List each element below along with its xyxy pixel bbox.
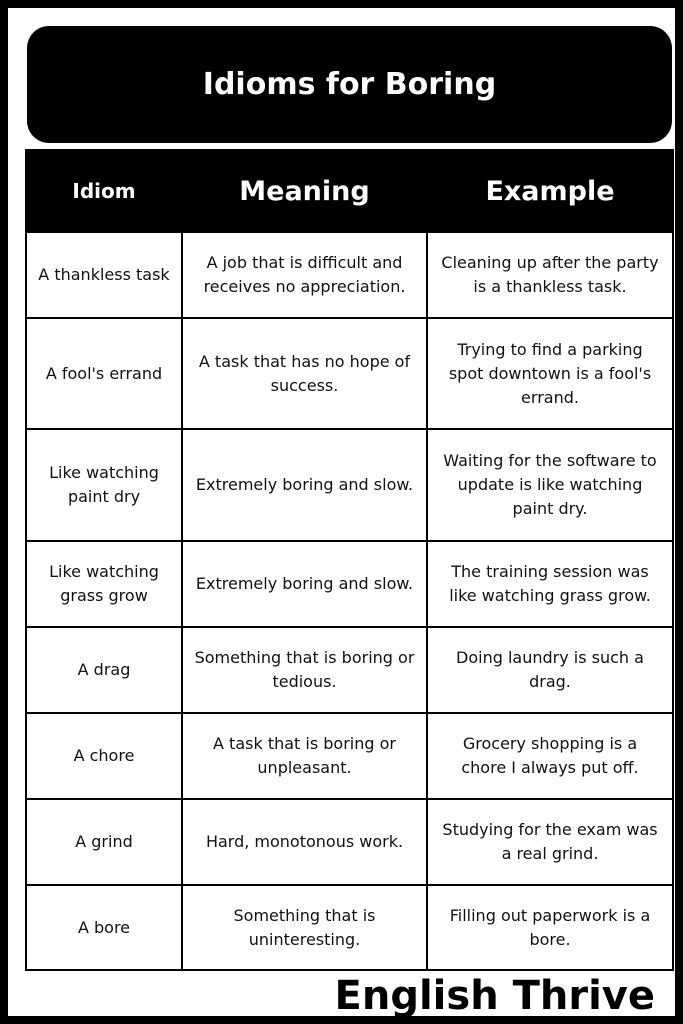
idiom-cell: A thankless task xyxy=(26,232,182,318)
column-header-idiom: Idiom xyxy=(26,150,182,232)
example-cell: Cleaning up after the party is a thankless task. xyxy=(427,232,673,318)
table-row xyxy=(26,713,673,799)
table-row xyxy=(26,232,673,318)
page-title: Idioms for Boring xyxy=(27,26,672,143)
example-cell: Studying for the exam was a real grind. xyxy=(427,799,673,885)
meaning-cell: Hard, monotonous work. xyxy=(182,799,427,885)
example-cell: Trying to find a parking spot downtown is a fool's errand. xyxy=(427,318,673,429)
brand-wordmark: English Thrive xyxy=(334,973,655,1019)
idiom-cell: A drag xyxy=(26,627,182,713)
meaning-cell: A job that is difficult and receives no appreciation. xyxy=(182,232,427,318)
column-header-example: Example xyxy=(427,150,673,232)
table-row xyxy=(26,885,673,970)
idiom-cell: A chore xyxy=(26,713,182,799)
table-row xyxy=(26,429,673,541)
table-row xyxy=(26,318,673,429)
example-cell: Doing laundry is such a drag. xyxy=(427,627,673,713)
table-row xyxy=(26,799,673,885)
meaning-cell: Something that is uninteresting. xyxy=(182,885,427,970)
example-cell: Waiting for the software to update is like watching paint dry. xyxy=(427,429,673,541)
idiom-cell: A bore xyxy=(26,885,182,970)
idiom-cell: A fool's errand xyxy=(26,318,182,429)
table-row xyxy=(26,627,673,713)
table-header-row xyxy=(26,150,673,232)
meaning-cell: Extremely boring and slow. xyxy=(182,541,427,627)
idiom-cell: Like watching grass grow xyxy=(26,541,182,627)
column-header-meaning: Meaning xyxy=(182,150,427,232)
idiom-cell: Like watching paint dry xyxy=(26,429,182,541)
example-cell: Grocery shopping is a chore I always put off. xyxy=(427,713,673,799)
example-cell: The training session was like watching grass grow. xyxy=(427,541,673,627)
idioms-table xyxy=(25,149,674,971)
table-row xyxy=(26,541,673,627)
idiom-cell: A grind xyxy=(26,799,182,885)
example-cell: Filling out paperwork is a bore. xyxy=(427,885,673,970)
meaning-cell: Something that is boring or tedious. xyxy=(182,627,427,713)
meaning-cell: Extremely boring and slow. xyxy=(182,429,427,541)
meaning-cell: A task that has no hope of success. xyxy=(182,318,427,429)
meaning-cell: A task that is boring or unpleasant. xyxy=(182,713,427,799)
